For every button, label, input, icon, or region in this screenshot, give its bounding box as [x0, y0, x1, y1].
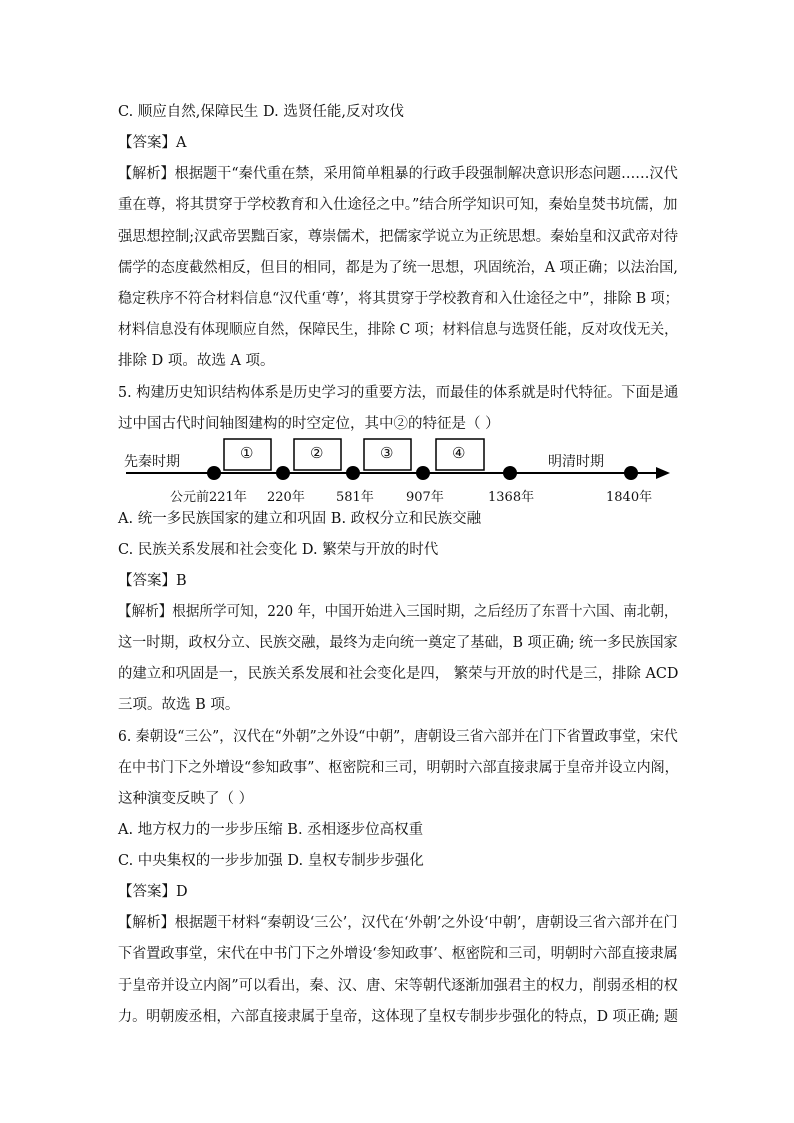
analysis-line: 材料信息没有体现顺应自然，保障民生，排除 C 项；材料信息与选贤任能，反对攻伐无关， — [118, 322, 679, 338]
analysis-line: 排除 D 项。故选 A 项。 — [118, 353, 275, 369]
answer-label: 【答案】B — [118, 573, 187, 589]
timeline-date: 1840年 — [606, 490, 653, 505]
option-line-ab: A. 统一多民族国家的建立和巩固 B. 政权分立和民族交融 — [118, 511, 482, 527]
timeline-dot — [276, 466, 290, 480]
option-line-cd: C. 中央集权的一步步加强 D. 皇权专制步步强化 — [118, 853, 424, 869]
analysis-line: 三项。故选 B 项。 — [118, 697, 240, 713]
timeline-date: 1368年 — [488, 490, 535, 505]
analysis-line: 儒学的态度截然相反，但目的相同，都是为了统一思想，巩固统治，A 项正确；以法治国, — [118, 260, 678, 276]
timeline-dot — [346, 466, 360, 480]
option-line-cd: C. 顺应自然,保障民生 D. 选贤任能,反对攻伐 — [118, 104, 404, 120]
timeline-box-label: ④ — [452, 444, 466, 462]
timeline-dot — [624, 466, 638, 480]
analysis-line: 这一时期，政权分立、民族交融，最终为走向统一奠定了基础，B 项正确; 统一多民族国家 — [118, 635, 678, 651]
timeline-date: 907年 — [406, 490, 444, 505]
question-5-stem: 过中国古代时间轴图建构的时空定位，其中②的特征是（ ） — [118, 416, 500, 432]
timeline-arrow — [656, 467, 670, 479]
answer-label: 【答案】A — [118, 135, 187, 151]
analysis-line: 稳定秩序不符合材料信息“汉代重‘尊’，将其贯穿于学校教育和入仕途径之中”，排除 B 项； — [118, 291, 679, 307]
option-line-ab: A. 地方权力的一步步压缩 B. 丞相逐步位高权重 — [118, 822, 424, 838]
timeline-box-label: ② — [310, 444, 324, 462]
timeline-dot — [503, 466, 517, 480]
timeline-date: 581年 — [336, 490, 374, 505]
question-6-stem: 在中书门下之外增设“参知政事”、枢密院和三司，明朝时六部直接隶属于皇帝并设立内阁， — [118, 760, 679, 776]
analysis-line: 【解析】根据题干“秦代重在禁，采用简单粗暴的行政手段强制解决意识形态问题……汉代 — [118, 166, 678, 182]
timeline-dot — [416, 466, 430, 480]
timeline-date: 公元前221年 — [170, 490, 247, 505]
option-line-cd: C. 民族关系发展和社会变化 D. 繁荣与开放的时代 — [118, 542, 439, 558]
timeline-box-label: ① — [240, 444, 254, 462]
analysis-line: 强思想控制;汉武帝罢黜百家，尊崇儒术，把儒家学说立为正统思想。秦始皇和汉武帝对待 — [118, 229, 679, 245]
timeline-date: 220年 — [267, 490, 305, 505]
analysis-line: 下省置政事堂，宋代在中书门下之外增设‘参知政事’、枢密院和三司，明朝时六部直接隶属 — [118, 946, 678, 962]
analysis-line: 重在尊，将其贯穿于学校教育和入仕途径之中。”结合所学知识可知，秦始皇焚书坑儒，加 — [118, 197, 678, 213]
analysis-line: 【解析】根据所学可知，220 年，中国开始进入三国时期，之后经历了东晋十六国、南北朝， — [118, 604, 678, 620]
timeline-diagram — [118, 434, 678, 514]
timeline-right-period: 明清时期 — [548, 454, 604, 470]
timeline-dot — [207, 466, 221, 480]
analysis-line: 的建立和巩固是一，民族关系发展和社会变化是四， 繁荣与开放的时代是三，排除 ACD — [118, 666, 679, 682]
analysis-line: 【解析】根据题干材料“秦朝设‘三公’，汉代在‘外朝’之外设‘中朝’，唐朝设三省六部并在门 — [118, 915, 678, 931]
question-6-stem: 这种演变反映了（ ） — [118, 791, 254, 807]
question-6-stem: 6. 秦朝设“三公”，汉代在“外朝”之外设“中朝”，唐朝设三省六部并在门下省置政事堂，宋代 — [118, 729, 678, 745]
analysis-line: 于皇帝并设立内阁”可以看出，秦、汉、唐、宋等朝代逐渐加强君主的权力，削弱丞相的权 — [118, 978, 678, 994]
timeline-box-label: ③ — [380, 444, 394, 462]
timeline-left-period: 先秦时期 — [124, 454, 180, 470]
answer-label: 【答案】D — [118, 884, 188, 900]
analysis-line: 力。明朝废丞相，六部直接隶属于皇帝，这体现了皇权专制步步强化的特点，D 项正确; 题 — [118, 1009, 679, 1025]
question-5-stem: 5. 构建历史知识结构体系是历史学习的重要方法，而最佳的体系就是时代特征。下面是通 — [118, 385, 679, 401]
